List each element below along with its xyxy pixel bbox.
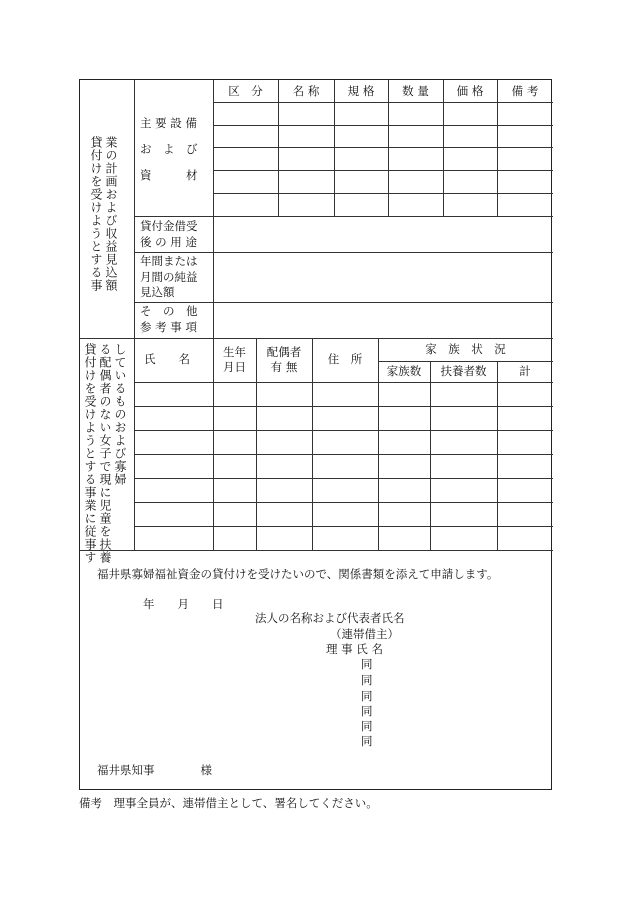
col-address: 住 所 — [327, 352, 363, 366]
col-header-quantity: 数 量 — [402, 84, 429, 98]
col-header-name: 名 称 — [292, 84, 320, 98]
col-spouse-1: 配偶者 — [266, 345, 302, 359]
col-spouse-2: 有 無 — [270, 360, 298, 374]
staff-side-line-2: る配偶者のない女子で現に児童を扶養 — [98, 343, 112, 564]
staff-side-line-3: 貸付けを受けようとする事業に従事す — [83, 343, 97, 564]
same-mark-5: 同 — [361, 719, 373, 733]
profit-label-1: 年間または — [140, 254, 198, 268]
col-family-status: 家 族 状 況 — [425, 342, 506, 356]
footnote: 備考 理事全員が、連帯借主として、署名してください。 — [79, 796, 378, 810]
application-statement: 福井県寡婦福祉資金の貸付けを受けたいので、関係書類を添えて申請します。 — [97, 567, 499, 581]
side-label-line-2: 貸付けを受けようとする事 — [89, 136, 103, 292]
equipment-label-1: 主 要 設 備 — [140, 116, 197, 130]
other-label-2: 参 考 事 項 — [140, 320, 197, 334]
staff-side-line-1: しているものおよび寡婦 — [113, 343, 127, 486]
staff-side-label — [82, 343, 127, 564]
col-header-price: 価 格 — [456, 84, 484, 98]
date-line: 年 月 日 — [143, 597, 224, 611]
equipment-label-3: 資 材 — [140, 168, 198, 182]
usage-label-1: 貸付金借受 — [140, 219, 198, 233]
same-mark-6: 同 — [361, 734, 373, 748]
col-total: 計 — [519, 364, 531, 378]
director-name-label: 理 事 氏 名 — [326, 642, 383, 656]
profit-label-2: 月間の純益 — [140, 270, 198, 284]
side-label-line-1: 業の計画および収益見込額 — [104, 136, 118, 292]
corporation-name-label: 法人の名称および代表者氏名 — [255, 611, 405, 625]
same-mark-1: 同 — [361, 657, 373, 671]
col-header-category: 区 分 — [228, 84, 263, 98]
joint-guarantor-label: （連帯借主） — [330, 627, 399, 641]
same-mark-4: 同 — [361, 704, 373, 718]
equipment-label-2: お よ び — [140, 142, 198, 156]
col-name: 氏 名 — [144, 352, 190, 366]
same-mark-3: 同 — [361, 689, 373, 703]
col-birth-1: 生年 — [223, 345, 246, 359]
col-header-spec: 規 格 — [347, 84, 375, 98]
profit-label-3: 見込額 — [140, 285, 175, 299]
application-form — [79, 79, 552, 790]
col-birth-2: 月日 — [223, 360, 246, 374]
other-label-1: そ の 他 — [140, 304, 198, 318]
addressee: 福井県知事 様 — [97, 763, 212, 777]
col-dependents: 扶養者数 — [440, 364, 487, 378]
usage-label-2: 後 の 用 途 — [140, 235, 197, 249]
col-family-count: 家族数 — [386, 364, 422, 378]
same-mark-2: 同 — [361, 673, 373, 687]
col-header-remarks: 備 考 — [511, 84, 539, 98]
business-plan-side-label — [88, 136, 118, 336]
